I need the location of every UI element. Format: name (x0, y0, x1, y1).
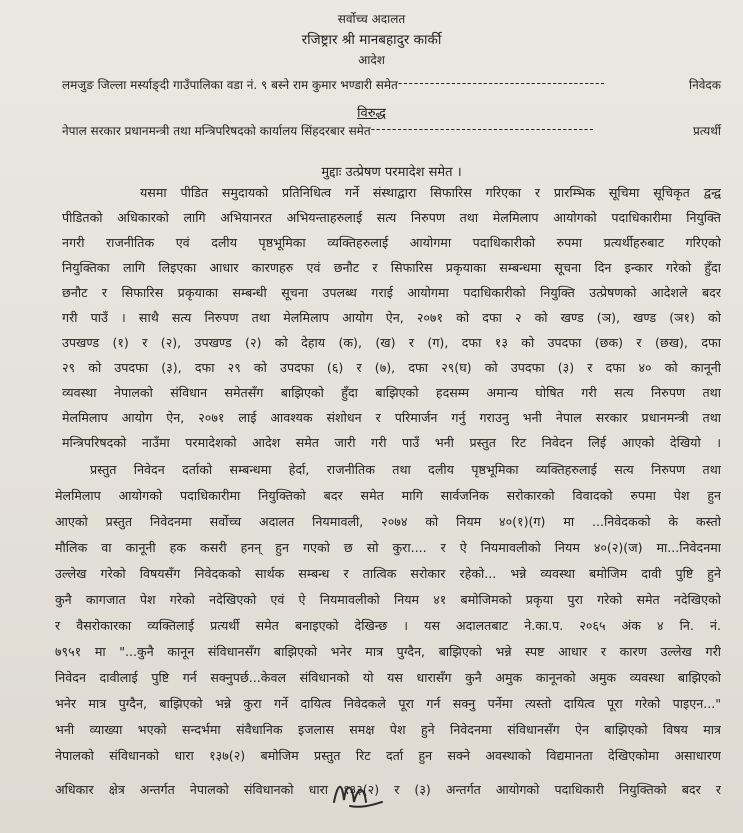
petitioner-line (62, 76, 721, 93)
body-line: र वैसरोकारका व्यक्तिलाई प्रत्यर्थी समेत बनाइएको देखिन्छ । यस अदालतबाट ने.का.प. २०६५ अंक ४ नि. नं. (55, 618, 721, 633)
signature-mark (330, 772, 390, 812)
body-line: मौलिक वा कानूनी हक कसरी हनन् हुन गएको छ सो कुरा.... र ऐ नियमावलीको नियम ४०(२)(ज) मा...निवेदनमा (55, 540, 721, 555)
body-line: उल्लेख गरेको विषयसँग निवेदकको सार्थक सम्बन्ध र तात्विक सरोकार रहेको... भन्ने व्यवस्था बमोजिम दावी पुष्टि हुने (55, 566, 721, 581)
respondent-name: नेपाल सरकार प्रधानमन्त्री तथा मन्त्रिपरिषदको कार्यालय सिंहदरबार समेत (62, 124, 371, 138)
body-line: मेलमिलाप आयोग ऐन, २०७१ लाई आवश्यक संशोधन र परिमार्जन गर्नु गराउनु भनी नेपाल सरकार प्रधानमन्त्री तथा (62, 410, 721, 425)
body-line: मेलमिलाप आयोगको पदाधिकारीमा नियुक्तिको बदर समेत मागि सार्वजनिक सरोकारको विवादको रुपमा पेश हुन (55, 488, 721, 503)
body-line: यसमा पीडित समुदायको प्रतिनिधित्व गर्ने संस्थाद्वारा सिफारिस गरिएका र प्रारम्भिक सूचिमा सूचिकृत द्वन्द्व (140, 185, 721, 200)
body-line: गरी पाउँ । साथै सत्य निरुपण तथा मेलमिलाप आयोग ऐन, २०७१ को दफा २ को खण्ड (ञ), खण्ड (ञ१) को (62, 310, 721, 325)
body-line: ७९५१ मा "...कुनै कानून संविधानसँग बाझिएको भनेर मात्र पुग्दैन, बाझिएको भन्ने स्पष्ट आधार र कारण उल्लेख गरी (55, 644, 721, 659)
body-line: २९ को उपदफा (३), दफा २९ को उपदफा (६) र (७), दफा २९(घ) को उपदफा (३) र दफा ४० को कानूनी (62, 360, 721, 375)
respondent-line (62, 122, 721, 139)
case-subject: मुद्दाः उत्प्रेषण परमादेश समेत । (321, 165, 462, 180)
body-line: प्रस्तुत निवेदन दर्ताको सम्बन्धमा हेर्दा, राजनीतिक तथा दलीय पृष्ठभूमिका व्यक्तिहरुलाई सत्य निरुपण तथा (90, 462, 721, 477)
body-line: पीडितको अधिकारको लागि अभियानरत अभियन्ताहरुलाई सत्य निरुपण तथा मेलमिलाप आयोगको पदाधिकारीमा नियुक्ति (62, 210, 721, 225)
body-line: व्यवस्था नेपालको संविधान समेतसँग बाझिएको हुँदा बाझिएको हदसम्म अमान्य घोषित गरी सत्य निरुपण तथा (62, 385, 721, 400)
body-line: भनी व्याख्या भएको सन्दर्भमा संवैधानिक इजलास समक्ष पेश हुने निवेदनमा संविधानसँग ऐन बाझिएको विषय मात्र (55, 722, 721, 737)
registrar-name: रजिष्ट्रार श्री मानबहादुर कार्की (301, 32, 442, 48)
petitioner-dashes: --------------------------------------- (397, 76, 606, 90)
body-line: अधिकार क्षेत्र अन्तर्गत नेपालको संविधानको धारा १३३(२) र (३) अन्तर्गत आयोगको पदाधिकारी नियुक्तिको बदर र (55, 782, 721, 797)
petitioner-role: निवेदक (688, 78, 721, 92)
body-line: कुनै कागजात पेश गरेको नदेखिएको एवं ऐ नियमावलीको नियम ४१ बमोजिमको प्रकृया पुरा गरेको समेत नदेखिएको (55, 592, 721, 607)
court-name: सर्वोच्च अदालत (337, 12, 406, 26)
body-line: भनेर मात्र पुग्दैन, बाझिएको भन्ने कुरा गर्ने दायित्व निवेदकले पूरा गर्न सक्नु पर्नेमा त्यस्तो दायित्व पूरा गरेको पाइएन..." (55, 696, 721, 711)
body-line: छनौट र सिफारिस प्रकृयाका सम्बन्धी सूचना उपलब्ध गराई आयोगमा पदाधिकारीको नियुक्ति उत्प्रेषणको आदेशले बदर (62, 285, 721, 300)
respondent-role: प्रत्यर्थी (692, 124, 721, 138)
body-line: नगरी राजनीतिक एवं दलीय पृष्ठभूमिका व्यक्तिहरुलाई आयोगमा पदाधिकारीको रुपमा प्रत्यर्थीहरुबाट गरिएको (62, 235, 721, 250)
body-line: मन्त्रिपरिषदको नाउँमा परमादेशको आदेश समेत जारी गरी पाउँ भनी प्रस्तुत रिट निवेदन लिई आएको देखियो । (62, 435, 721, 450)
versus-label: विरुद्ध (357, 106, 386, 121)
document-type: आदेश (358, 53, 385, 67)
body-line: नियुक्तिका लागि लिइएका आधार कारणहरु एवं छनौट र सिफारिस प्रकृयाका सम्बन्धमा सूचना दिन इन्कार गरेको हुँदा (62, 260, 721, 275)
body-line: नेपालको संविधानको धारा १३७(२) बमोजिम प्रस्तुत रिट दर्ता हुन सक्ने अवस्थाको विद्यमानता देखिएकोमा असाधारण (55, 748, 721, 763)
body-line: आएको प्रस्तुत निवेदनमा सर्वोच्च अदालत नियमावली, २०७४ को नियम ४०(१)(ग) मा ...निवेदकको के कस्तो (55, 514, 721, 529)
petitioner-name: लमजुङ जिल्ला मर्स्याङ्दी गाउँपालिका वडा नं. ९ बस्ने राम कुमार भण्डारी समेत (62, 78, 398, 92)
respondent-dashes: ------------------------------------------ (370, 122, 595, 136)
body-line: उपखण्ड (१) र (२), उपखण्ड (२) को देहाय (क), (ख) र (ग), दफा १३ को उपदफा (छक) र (छख), दफा (62, 335, 721, 350)
body-line: निवेदन दावीलाई पुष्टि गर्न सक्नुपर्छ...केवल संविधानको यो यस धारासँग कुनै अमुक कानूनको अमुक व्यवस्था बाझिएको (55, 670, 721, 685)
